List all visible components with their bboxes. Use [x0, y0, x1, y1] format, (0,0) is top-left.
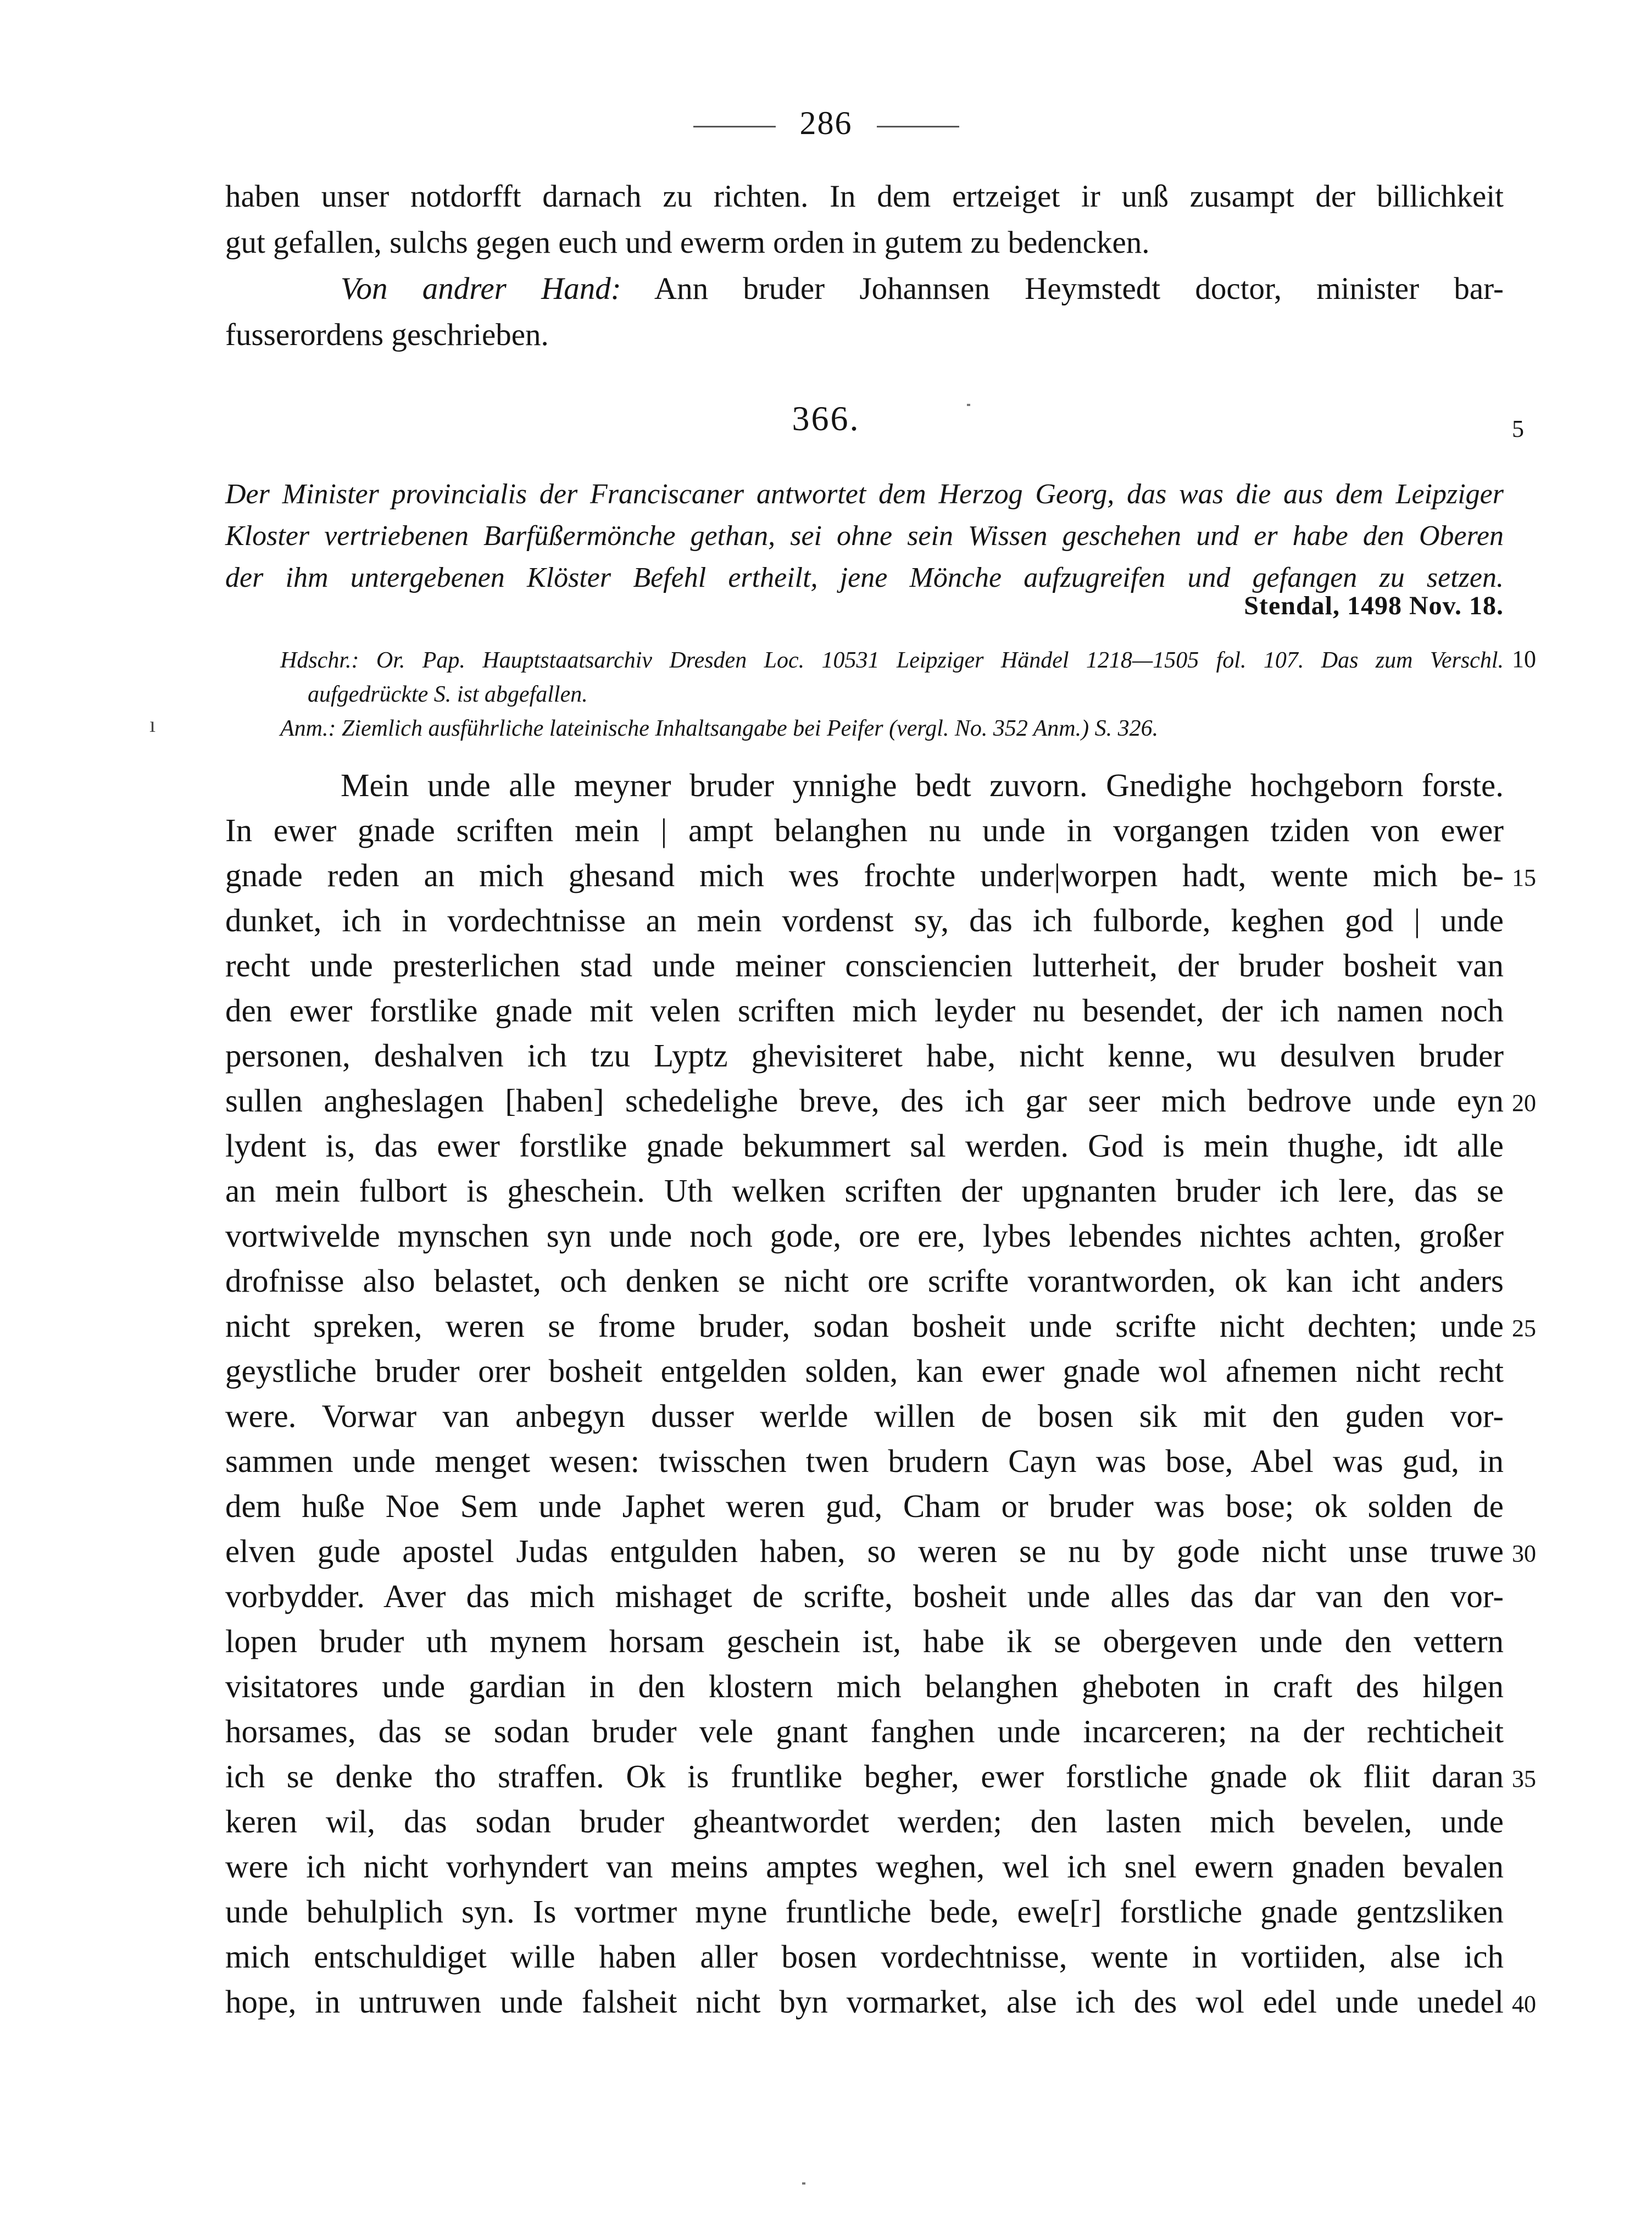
margin-mark: ı: [149, 712, 156, 737]
body-line: sammen unde menget wesen: twisschen twen brudern Cayn was bose, Abel was gud, in: [225, 1443, 1504, 1479]
hand-note-label: Von andrer Hand:: [341, 271, 621, 306]
summary-line: Der Minister provincialis der Franciscaner antwortet dem Herzog Georg, das was die aus dem Leipziger: [225, 479, 1504, 510]
body-line: drofnisse also belastet, och denken se nicht ore scrifte vorantworden, ok kan icht anders: [225, 1263, 1504, 1299]
header-rule-right: [877, 126, 959, 127]
scan-speck: [802, 2182, 805, 2185]
page-number: 286: [799, 105, 853, 141]
body-line: keren wil, das sodan bruder gheantwordet werden; den lasten mich bevelen, unde: [225, 1803, 1504, 1840]
body-line: horsames, das se sodan bruder vele gnant fanghen unde incarceren; na der rechticheit: [225, 1713, 1504, 1749]
body-line: nicht spreken, weren se frome bruder, sodan bosheit unde scrifte nicht dechten; unde: [225, 1308, 1504, 1344]
body-line: recht unde presterlichen stad unde meiner consciencien lutterheit, der bruder bosheit van: [225, 947, 1504, 983]
manuscript-note-continued: aufgedrückte S. ist abgefallen.: [308, 682, 588, 707]
body-line: sullen angheslagen [haben] schedelighe breve, des ich gar seer mich bedrove unde eyn: [225, 1082, 1504, 1119]
body-line: geystliche bruder orer bosheit entgelden solden, kan ewer gnade wol afnemen nicht recht: [225, 1353, 1504, 1389]
body-line: gnade reden an mich ghesand mich wes frochte under|worpen hadt, wente mich be-: [225, 857, 1504, 893]
manuscript-note: Hdschr.: Or. Pap. Hauptstaatsarchiv Dresden Loc. 10531 Leipziger Händel 1218—1505 fol. 107. Das zum Verschl.: [280, 648, 1504, 673]
body-line: den ewer forstlike gnade mit velen scriften mich leyder nu besendet, der ich namen noch: [225, 992, 1504, 1029]
annotation-note: Anm.: Ziemlich ausführliche lateinische Inhaltsangabe bei Peifer (vergl. No. 352 Anm.) S. 326.: [280, 716, 1159, 741]
line-number: 25: [1512, 1315, 1536, 1342]
line-number: 30: [1512, 1540, 1536, 1567]
body-line: vortwivelde mynschen syn unde noch gode, ore ere, lybes lebendes nichtes achten, großer: [225, 1218, 1504, 1254]
body-line: visitatores unde gardian in den klostern mich belanghen gheboten in craft des hilgen: [225, 1668, 1504, 1704]
summary-line: der ihm untergebenen Klöster Befehl ertheilt, jene Mönche aufzugreifen und gefangen zu setzen.: [225, 562, 1504, 593]
scan-speck: [967, 404, 970, 406]
body-line: an mein fulbort is gheschein. Uth welken scriften der upgnanten bruder ich lere, das se: [225, 1172, 1504, 1209]
body-line: personen, deshalven ich tzu Lyptz ghevisiteret habe, nicht kenne, wu desulven bruder: [225, 1037, 1504, 1074]
body-line: elven gude apostel Judas entgulden haben, so weren se nu by gode nicht unse truwe: [225, 1533, 1504, 1569]
body-line: unde behulplich syn. Is vortmer myne fruntliche bede, ewe[r] forstliche gnade gentzsliken: [225, 1893, 1504, 1930]
body-line: mich entschuldiget wille haben aller bosen vordechtnisse, wente in vortiiden, alse ich: [225, 1938, 1504, 1975]
line-number: 20: [1512, 1090, 1536, 1116]
body-line: In ewer gnade scriften mein | ampt belanghen nu unde in vorgangen tziden von ewer: [225, 812, 1504, 848]
text-line: fusserordens geschrieben.: [225, 318, 549, 352]
hand-note-line: [225, 267, 1504, 311]
body-line: dunket, ich in vordechtnisse an mein vordenst sy, das ich fulborde, keghen god | unde: [225, 902, 1504, 938]
page-header: [0, 104, 1652, 142]
document-number: 366.: [792, 399, 860, 438]
body-line: hope, in untruwen unde falsheit nicht byn vormarket, alse ich des wol edel unde unedel: [225, 1983, 1504, 2020]
hand-note-text: Ann bruder Johannsen Heymstedt doctor, minister bar-: [621, 271, 1504, 306]
body-line: were. Vorwar van anbegyn dusser werlde willen de bosen sik mit den guden vor-: [225, 1398, 1504, 1434]
line-number: 5: [1512, 415, 1524, 442]
text-line: gut gefallen, sulchs gegen euch und ewerm orden in gutem zu bedencken.: [225, 225, 1150, 260]
summary-line: Kloster vertriebenen Barfüßermönche gethan, sei ohne sein Wissen geschehen und er habe den Oberen: [225, 520, 1504, 552]
body-line: dem huße Noe Sem unde Japhet weren gud, Cham or bruder was bose; ok solden de: [225, 1488, 1504, 1524]
body-line: Mein unde alle meyner bruder ynnighe bedt zuvorn. Gnedighe hochgeborn forste.: [341, 767, 1504, 803]
body-line: vorbydder. Aver das mich mishaget de scrifte, bosheit unde alles das dar van den vor-: [225, 1578, 1504, 1614]
line-number: 40: [1512, 1991, 1536, 2018]
place-date-line: Stendal, 1498 Nov. 18.: [1244, 591, 1504, 620]
line-number: 15: [1512, 864, 1536, 891]
body-line: were ich nicht vorhyndert van meins amptes weghen, wel ich snel ewern gnaden bevalen: [225, 1848, 1504, 1885]
line-number: 10: [1512, 646, 1536, 673]
header-rule-left: [693, 126, 776, 127]
body-line: ich se denke tho straffen. Ok is fruntlike begher, ewer forstliche gnade ok fliit daran: [225, 1758, 1504, 1794]
body-line: lopen bruder uth mynem horsam geschein ist, habe ik se obergeven unde den vettern: [225, 1623, 1504, 1659]
body-line: lydent is, das ewer forstlike gnade bekummert sal werden. God is mein thughe, idt alle: [225, 1127, 1504, 1164]
line-number: 35: [1512, 1765, 1536, 1792]
text-line: haben unser notdorfft darnach zu richten. In dem ertzeiget ir unß zusampt der billichkeit: [225, 179, 1504, 214]
